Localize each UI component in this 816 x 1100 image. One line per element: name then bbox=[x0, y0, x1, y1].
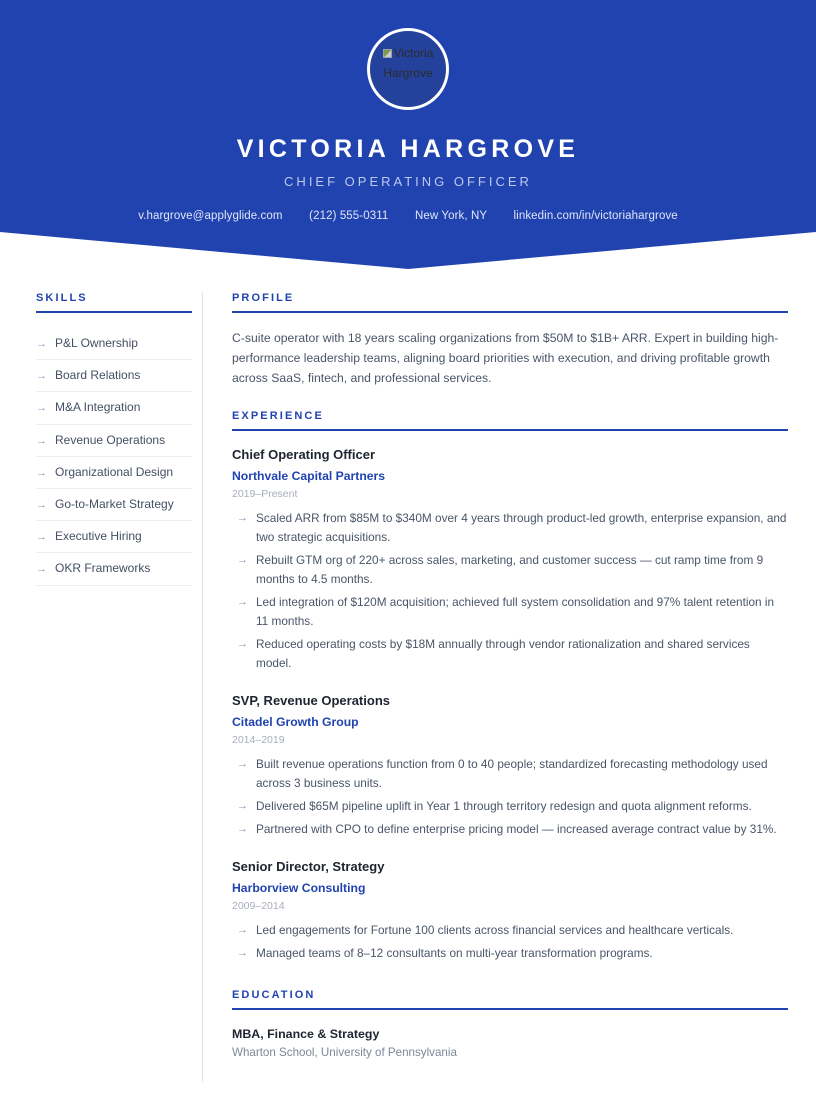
arrow-icon: → bbox=[237, 637, 248, 650]
skills-heading-rule bbox=[36, 311, 192, 313]
skill-label: Executive Hiring bbox=[55, 529, 142, 544]
avatar bbox=[367, 28, 449, 110]
job-bullet bbox=[232, 820, 788, 839]
arrow-icon: → bbox=[237, 511, 248, 524]
job-bullet bbox=[232, 635, 788, 673]
arrow-icon: → bbox=[237, 946, 248, 959]
skill-label: M&A Integration bbox=[55, 400, 141, 415]
skill-item bbox=[36, 489, 192, 521]
job-bullet-text: Managed teams of 8–12 consultants on multi-year transformation programs. bbox=[256, 945, 653, 960]
education-entry bbox=[232, 1025, 788, 1063]
job-bullet bbox=[232, 755, 788, 793]
arrow-icon: → bbox=[36, 466, 47, 479]
arrow-icon: → bbox=[237, 799, 248, 812]
profile-text: C-suite operator with 18 years scaling organizations from $50M to $1B+ ARR. Expert in building high-performance leadership teams, aligning board priorities with execution, and driving profitable growth across SaaS, fintech, and professional services. bbox=[232, 331, 779, 385]
arrow-icon: → bbox=[36, 563, 47, 576]
job-role: Senior Director, Strategy bbox=[232, 858, 385, 874]
experience-heading-rule bbox=[232, 429, 788, 431]
education-heading-rule bbox=[232, 1008, 788, 1010]
skill-item bbox=[36, 425, 192, 457]
avatar-alt-text: Victoria Hargrove bbox=[383, 46, 434, 80]
job-bullet-text: Delivered $65M pipeline uplift in Year 1 through territory redesign and quota alignment reforms. bbox=[256, 798, 752, 813]
contact-location: New York, NY bbox=[414, 209, 487, 222]
skill-item bbox=[36, 553, 192, 585]
contact-phone[interactable]: (212) 555-0311 bbox=[309, 209, 389, 222]
job-bullet-text: Scaled ARR from $85M to $340M over 4 years through product-led growth, enterprise expansion, and two strategic acquisitions. bbox=[256, 510, 787, 544]
skill-label: P&L Ownership bbox=[55, 336, 138, 350]
skill-item bbox=[36, 392, 192, 424]
header-chevron-divider bbox=[0, 232, 816, 272]
skill-item bbox=[36, 360, 192, 392]
candidate-title: CHIEF OPERATING OFFICER bbox=[284, 173, 532, 189]
arrow-icon: → bbox=[36, 498, 47, 511]
arrow-icon: → bbox=[36, 402, 47, 415]
job-bullet-text: Rebuilt GTM org of 220+ across sales, marketing, and customer success — cut ramp time from 9 months to 4.5 months. bbox=[256, 552, 764, 586]
job-bullet-text: Led integration of $120M acquisition; achieved full system consolidation and 97% talent retention in 11 months. bbox=[256, 594, 775, 628]
arrow-icon: → bbox=[36, 370, 47, 383]
job-bullet bbox=[232, 921, 788, 940]
arrow-icon: → bbox=[36, 434, 47, 447]
experience-list bbox=[232, 446, 788, 963]
skill-label: Revenue Operations bbox=[55, 432, 166, 447]
contact-line bbox=[0, 210, 816, 222]
skill-item bbox=[36, 457, 192, 489]
skill-item bbox=[36, 328, 192, 360]
job-dates: 2009–2014 bbox=[232, 899, 285, 912]
job-company: Northvale Capital Partners bbox=[232, 468, 386, 483]
skills-heading: SKILLS bbox=[36, 292, 88, 304]
job-bullet bbox=[232, 797, 788, 816]
education-school: Wharton School, University of Pennsylvania bbox=[232, 1046, 457, 1060]
job-bullet bbox=[232, 509, 788, 547]
contact-email[interactable]: v.hargrove@applyglide.com bbox=[138, 209, 283, 222]
resume-header bbox=[0, 0, 816, 232]
job-bullet bbox=[232, 551, 788, 589]
experience-entry bbox=[232, 446, 788, 673]
experience-entry bbox=[232, 858, 788, 963]
profile-heading-rule bbox=[232, 311, 788, 313]
education-heading: EDUCATION bbox=[232, 988, 316, 1001]
job-dates: 2014–2019 bbox=[232, 734, 285, 747]
sidebar bbox=[0, 292, 202, 586]
job-bullet-text: Led engagements for Fortune 100 clients across financial services and healthcare verticals. bbox=[256, 922, 734, 937]
arrow-icon: → bbox=[237, 757, 248, 770]
education-list bbox=[232, 1025, 788, 1063]
job-role: Chief Operating Officer bbox=[232, 447, 376, 462]
skill-label: Organizational Design bbox=[55, 464, 174, 479]
job-bullet-text: Partnered with CPO to define enterprise pricing model — increased average contract value by 31%. bbox=[256, 821, 777, 836]
skill-label: Go-to-Market Strategy bbox=[55, 496, 174, 511]
avatar-broken-image bbox=[370, 31, 446, 107]
job-dates: 2019–Present bbox=[232, 488, 298, 501]
arrow-icon: → bbox=[237, 553, 248, 566]
contact-linkedin[interactable]: linkedin.com/in/victoriahargrove bbox=[513, 209, 678, 222]
profile-heading: PROFILE bbox=[232, 292, 295, 304]
education-spacer bbox=[232, 975, 788, 989]
job-bullet-text: Reduced operating costs by $18M annually through vendor rationalization and shared services model. bbox=[256, 636, 750, 670]
main-column bbox=[203, 292, 816, 1073]
education-degree: MBA, Finance & Strategy bbox=[232, 1026, 380, 1041]
candidate-name: VICTORIA HARGROVE bbox=[236, 135, 580, 163]
job-bullet bbox=[232, 944, 788, 963]
skills-list bbox=[36, 328, 192, 586]
experience-heading: EXPERIENCE bbox=[232, 410, 324, 422]
resume-body bbox=[0, 292, 816, 1082]
job-bullet bbox=[232, 593, 788, 631]
broken-image-icon bbox=[383, 49, 392, 58]
skill-item bbox=[36, 521, 192, 553]
skill-label: Board Relations bbox=[55, 368, 141, 383]
arrow-icon: → bbox=[36, 338, 47, 350]
arrow-icon: → bbox=[237, 923, 248, 936]
job-company: Citadel Growth Group bbox=[232, 714, 359, 729]
skill-label: OKR Frameworks bbox=[55, 561, 151, 576]
arrow-icon: → bbox=[237, 595, 248, 608]
job-role: SVP, Revenue Operations bbox=[232, 692, 390, 708]
arrow-icon: → bbox=[237, 822, 248, 835]
job-bullet-text: Built revenue operations function from 0 to 40 people; standardized forecasting methodology used across 3 business units. bbox=[256, 756, 768, 790]
experience-entry bbox=[232, 692, 788, 839]
arrow-icon: → bbox=[36, 531, 47, 544]
job-company: Harborview Consulting bbox=[232, 880, 366, 895]
